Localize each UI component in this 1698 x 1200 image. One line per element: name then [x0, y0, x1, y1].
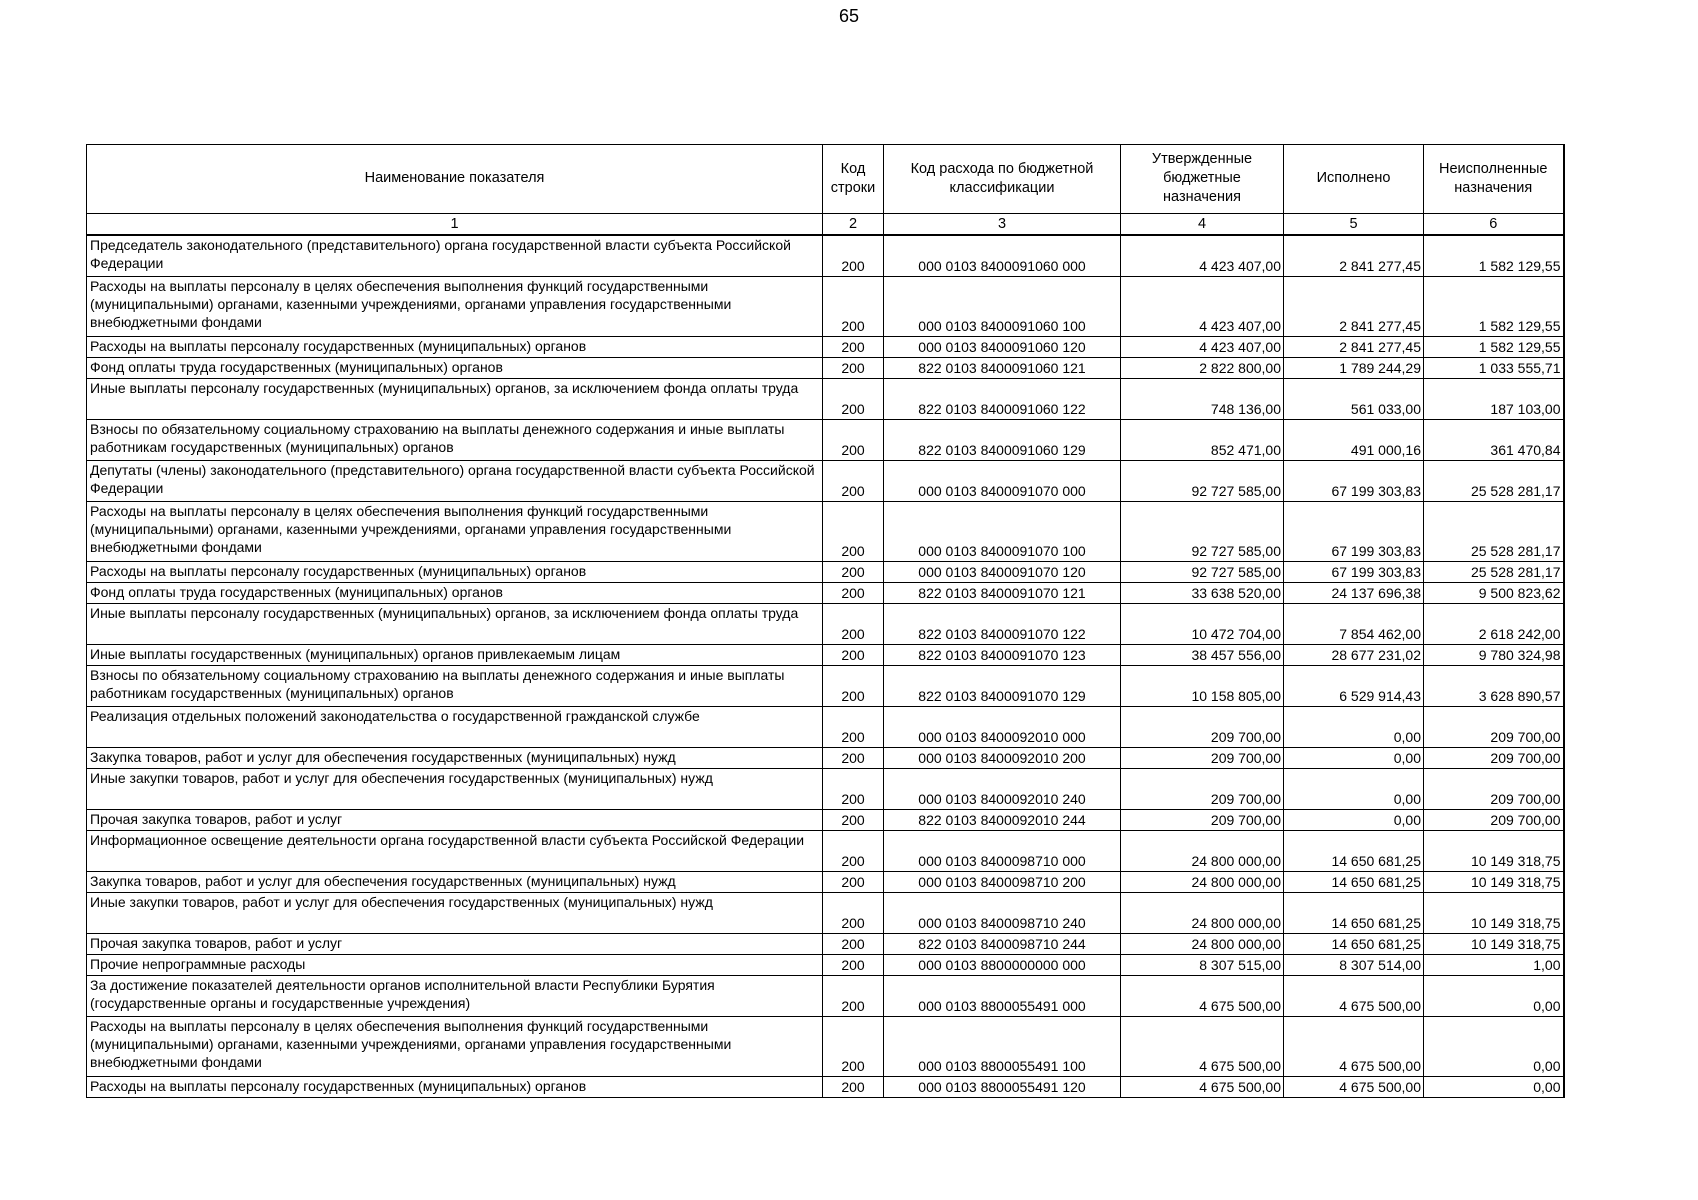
table-row	[87, 893, 1564, 934]
row-approved-cell: 8 307 515,00	[1121, 955, 1284, 976]
row-line-code-cell: 200	[823, 831, 884, 872]
row-name-cell: Прочая закупка товаров, работ и услуг	[87, 934, 823, 955]
row-unexecuted-cell: 1 582 129,55	[1424, 235, 1564, 277]
table-row	[87, 420, 1564, 461]
row-name-cell: Расходы на выплаты персоналу государственных (муниципальных) органов	[87, 562, 823, 583]
row-approved-cell: 92 727 585,00	[1121, 562, 1284, 583]
row-line-code-cell: 200	[823, 1077, 884, 1098]
row-unexecuted-cell: 0,00	[1424, 1077, 1564, 1098]
row-budget-code-cell: 000 0103 8800055491 000	[884, 976, 1121, 1017]
table-row	[87, 461, 1564, 502]
row-line-code-cell: 200	[823, 235, 884, 277]
table-row	[87, 666, 1564, 707]
row-unexecuted-cell: 1 033 555,71	[1424, 358, 1564, 379]
row-budget-code-cell: 000 0103 8800000000 000	[884, 955, 1121, 976]
row-unexecuted-cell: 25 528 281,17	[1424, 461, 1564, 502]
row-line-code-cell: 200	[823, 769, 884, 810]
table-row	[87, 379, 1564, 420]
row-budget-code-cell: 000 0103 8800055491 100	[884, 1017, 1121, 1077]
row-line-code-cell: 200	[823, 934, 884, 955]
row-executed-cell: 28 677 231,02	[1284, 645, 1424, 666]
table-row	[87, 1077, 1564, 1098]
row-approved-cell: 24 800 000,00	[1121, 893, 1284, 934]
row-executed-cell: 67 199 303,83	[1284, 502, 1424, 562]
row-executed-cell: 4 675 500,00	[1284, 1077, 1424, 1098]
row-unexecuted-cell: 209 700,00	[1424, 810, 1564, 831]
table-row	[87, 562, 1564, 583]
row-line-code-cell: 200	[823, 562, 884, 583]
row-approved-cell: 209 700,00	[1121, 769, 1284, 810]
row-budget-code-cell: 822 0103 8400092010 244	[884, 810, 1121, 831]
row-executed-cell: 67 199 303,83	[1284, 562, 1424, 583]
row-budget-code-cell: 822 0103 8400091060 121	[884, 358, 1121, 379]
row-line-code-cell: 200	[823, 707, 884, 748]
column-number: 4	[1121, 214, 1284, 236]
row-executed-cell: 491 000,16	[1284, 420, 1424, 461]
row-approved-cell: 38 457 556,00	[1121, 645, 1284, 666]
row-budget-code-cell: 000 0103 8800055491 120	[884, 1077, 1121, 1098]
row-line-code-cell: 200	[823, 583, 884, 604]
table-row	[87, 358, 1564, 379]
row-executed-cell: 14 650 681,25	[1284, 872, 1424, 893]
row-unexecuted-cell: 1 582 129,55	[1424, 277, 1564, 337]
row-executed-cell: 0,00	[1284, 748, 1424, 769]
row-approved-cell: 852 471,00	[1121, 420, 1284, 461]
row-name-cell: Иные закупки товаров, работ и услуг для обеспечения государственных (муниципальных) нужд	[87, 893, 823, 934]
table-row	[87, 831, 1564, 872]
row-line-code-cell: 200	[823, 645, 884, 666]
row-executed-cell: 8 307 514,00	[1284, 955, 1424, 976]
table-row	[87, 337, 1564, 358]
row-executed-cell: 14 650 681,25	[1284, 934, 1424, 955]
row-executed-cell: 14 650 681,25	[1284, 893, 1424, 934]
row-budget-code-cell: 822 0103 8400091070 122	[884, 604, 1121, 645]
table-row	[87, 277, 1564, 337]
row-executed-cell: 0,00	[1284, 769, 1424, 810]
row-unexecuted-cell: 209 700,00	[1424, 707, 1564, 748]
row-executed-cell: 4 675 500,00	[1284, 1017, 1424, 1077]
row-approved-cell: 748 136,00	[1121, 379, 1284, 420]
row-executed-cell: 2 841 277,45	[1284, 337, 1424, 358]
header-approved: Утвержденные бюджетные назначения	[1121, 145, 1284, 214]
table-row	[87, 955, 1564, 976]
row-name-cell: Закупка товаров, работ и услуг для обеспечения государственных (муниципальных) нужд	[87, 872, 823, 893]
row-name-cell: Закупка товаров, работ и услуг для обеспечения государственных (муниципальных) нужд	[87, 748, 823, 769]
row-line-code-cell: 200	[823, 379, 884, 420]
row-name-cell: Расходы на выплаты персоналу в целях обеспечения выполнения функций государственными (муниципальными) органами, казенными учреждениями, органами управления государственными внебюджетными фондами	[87, 1017, 823, 1077]
row-budget-code-cell: 000 0103 8400091070 100	[884, 502, 1121, 562]
row-name-cell: Расходы на выплаты персоналу государственных (муниципальных) органов	[87, 1077, 823, 1098]
table-row	[87, 235, 1564, 277]
row-name-cell: Реализация отдельных положений законодательства о государственной гражданской службе	[87, 707, 823, 748]
row-line-code-cell: 200	[823, 810, 884, 831]
row-approved-cell: 4 675 500,00	[1121, 976, 1284, 1017]
row-unexecuted-cell: 0,00	[1424, 1017, 1564, 1077]
table-row	[87, 810, 1564, 831]
row-unexecuted-cell: 9 780 324,98	[1424, 645, 1564, 666]
row-approved-cell: 33 638 520,00	[1121, 583, 1284, 604]
row-budget-code-cell: 822 0103 8400098710 244	[884, 934, 1121, 955]
row-budget-code-cell: 000 0103 8400098710 000	[884, 831, 1121, 872]
header-budget-code: Код расхода по бюджетной классификации	[884, 145, 1121, 214]
row-executed-cell: 6 529 914,43	[1284, 666, 1424, 707]
row-unexecuted-cell: 3 628 890,57	[1424, 666, 1564, 707]
row-line-code-cell: 200	[823, 420, 884, 461]
row-budget-code-cell: 822 0103 8400091070 123	[884, 645, 1121, 666]
row-budget-code-cell: 822 0103 8400091060 122	[884, 379, 1121, 420]
row-approved-cell: 92 727 585,00	[1121, 461, 1284, 502]
row-unexecuted-cell: 361 470,84	[1424, 420, 1564, 461]
row-name-cell: За достижение показателей деятельности органов исполнительной власти Республики Бурятия (государственные органы и государственные учреждения)	[87, 976, 823, 1017]
row-unexecuted-cell: 1,00	[1424, 955, 1564, 976]
row-executed-cell: 0,00	[1284, 707, 1424, 748]
row-budget-code-cell: 000 0103 8400091060 000	[884, 235, 1121, 277]
row-unexecuted-cell: 10 149 318,75	[1424, 872, 1564, 893]
row-approved-cell: 4 423 407,00	[1121, 277, 1284, 337]
row-executed-cell: 2 841 277,45	[1284, 277, 1424, 337]
row-name-cell: Иные выплаты государственных (муниципальных) органов привлекаемым лицам	[87, 645, 823, 666]
row-name-cell: Прочая закупка товаров, работ и услуг	[87, 810, 823, 831]
row-executed-cell: 2 841 277,45	[1284, 235, 1424, 277]
row-unexecuted-cell: 25 528 281,17	[1424, 562, 1564, 583]
row-executed-cell: 4 675 500,00	[1284, 976, 1424, 1017]
row-name-cell: Фонд оплаты труда государственных (муниципальных) органов	[87, 583, 823, 604]
row-name-cell: Взносы по обязательному социальному страхованию на выплаты денежного содержания и иные выплаты работникам государственных (муниципальных) органов	[87, 420, 823, 461]
table-row	[87, 748, 1564, 769]
column-number: 6	[1424, 214, 1564, 236]
row-budget-code-cell: 000 0103 8400091060 120	[884, 337, 1121, 358]
row-name-cell: Расходы на выплаты персоналу в целях обеспечения выполнения функций государственными (муниципальными) органами, казенными учреждениями, органами управления государственными внебюджетными фондами	[87, 502, 823, 562]
row-line-code-cell: 200	[823, 955, 884, 976]
row-line-code-cell: 200	[823, 872, 884, 893]
row-executed-cell: 67 199 303,83	[1284, 461, 1424, 502]
row-line-code-cell: 200	[823, 976, 884, 1017]
row-name-cell: Фонд оплаты труда государственных (муниципальных) органов	[87, 358, 823, 379]
row-budget-code-cell: 000 0103 8400098710 240	[884, 893, 1121, 934]
row-line-code-cell: 200	[823, 893, 884, 934]
row-name-cell: Иные выплаты персоналу государственных (муниципальных) органов, за исключением фонда оплаты труда	[87, 379, 823, 420]
row-budget-code-cell: 000 0103 8400092010 000	[884, 707, 1121, 748]
header-row	[87, 145, 1564, 214]
row-name-cell: Председатель законодательного (представительного) органа государственной власти субъекта Российской Федерации	[87, 235, 823, 277]
row-unexecuted-cell: 1 582 129,55	[1424, 337, 1564, 358]
row-approved-cell: 209 700,00	[1121, 707, 1284, 748]
column-number: 2	[823, 214, 884, 236]
table-row	[87, 583, 1564, 604]
row-budget-code-cell: 000 0103 8400091070 120	[884, 562, 1121, 583]
row-executed-cell: 0,00	[1284, 810, 1424, 831]
row-approved-cell: 24 800 000,00	[1121, 831, 1284, 872]
row-approved-cell: 4 675 500,00	[1121, 1017, 1284, 1077]
row-line-code-cell: 200	[823, 502, 884, 562]
row-line-code-cell: 200	[823, 337, 884, 358]
row-budget-code-cell: 822 0103 8400091060 129	[884, 420, 1121, 461]
row-line-code-cell: 200	[823, 666, 884, 707]
column-number-row	[87, 214, 1564, 236]
row-unexecuted-cell: 10 149 318,75	[1424, 831, 1564, 872]
row-line-code-cell: 200	[823, 748, 884, 769]
column-number: 1	[87, 214, 823, 236]
row-executed-cell: 1 789 244,29	[1284, 358, 1424, 379]
row-line-code-cell: 200	[823, 1017, 884, 1077]
row-name-cell: Иные закупки товаров, работ и услуг для обеспечения государственных (муниципальных) нужд	[87, 769, 823, 810]
header-name: Наименование показателя	[87, 145, 823, 214]
row-budget-code-cell: 822 0103 8400091070 121	[884, 583, 1121, 604]
row-approved-cell: 4 423 407,00	[1121, 337, 1284, 358]
row-budget-code-cell: 000 0103 8400092010 200	[884, 748, 1121, 769]
row-approved-cell: 209 700,00	[1121, 748, 1284, 769]
row-line-code-cell: 200	[823, 604, 884, 645]
row-name-cell: Информационное освещение деятельности органа государственной власти субъекта Российской Федерации	[87, 831, 823, 872]
row-approved-cell: 24 800 000,00	[1121, 872, 1284, 893]
header-executed: Исполнено	[1284, 145, 1424, 214]
row-unexecuted-cell: 10 149 318,75	[1424, 934, 1564, 955]
row-executed-cell: 14 650 681,25	[1284, 831, 1424, 872]
table-row	[87, 976, 1564, 1017]
table-row	[87, 707, 1564, 748]
row-budget-code-cell: 000 0103 8400092010 240	[884, 769, 1121, 810]
row-approved-cell: 2 822 800,00	[1121, 358, 1284, 379]
row-approved-cell: 10 472 704,00	[1121, 604, 1284, 645]
row-approved-cell: 92 727 585,00	[1121, 502, 1284, 562]
table-row	[87, 645, 1564, 666]
table-row	[87, 1017, 1564, 1077]
row-approved-cell: 4 675 500,00	[1121, 1077, 1284, 1098]
budget-execution-table	[86, 144, 1565, 1098]
row-name-cell: Прочие непрограммные расходы	[87, 955, 823, 976]
table-row	[87, 502, 1564, 562]
row-executed-cell: 7 854 462,00	[1284, 604, 1424, 645]
row-unexecuted-cell: 25 528 281,17	[1424, 502, 1564, 562]
row-budget-code-cell: 822 0103 8400091070 129	[884, 666, 1121, 707]
row-unexecuted-cell: 187 103,00	[1424, 379, 1564, 420]
row-executed-cell: 561 033,00	[1284, 379, 1424, 420]
row-unexecuted-cell: 2 618 242,00	[1424, 604, 1564, 645]
row-unexecuted-cell: 209 700,00	[1424, 748, 1564, 769]
row-name-cell: Расходы на выплаты персоналу государственных (муниципальных) органов	[87, 337, 823, 358]
row-unexecuted-cell: 0,00	[1424, 976, 1564, 1017]
table-row	[87, 769, 1564, 810]
row-line-code-cell: 200	[823, 461, 884, 502]
row-budget-code-cell: 000 0103 8400091070 000	[884, 461, 1121, 502]
row-approved-cell: 24 800 000,00	[1121, 934, 1284, 955]
row-name-cell: Депутаты (члены) законодательного (представительного) органа государственной власти субъекта Российской Федерации	[87, 461, 823, 502]
row-line-code-cell: 200	[823, 277, 884, 337]
table-row	[87, 604, 1564, 645]
header-unexecuted: Неисполненные назначения	[1424, 145, 1564, 214]
row-line-code-cell: 200	[823, 358, 884, 379]
page-number: 65	[838, 6, 860, 26]
table-row	[87, 872, 1564, 893]
row-budget-code-cell: 000 0103 8400091060 100	[884, 277, 1121, 337]
row-name-cell: Расходы на выплаты персоналу в целях обеспечения выполнения функций государственными (муниципальными) органами, казенными учреждениями, органами управления государственными внебюджетными фондами	[87, 277, 823, 337]
row-approved-cell: 10 158 805,00	[1121, 666, 1284, 707]
column-number: 5	[1284, 214, 1424, 236]
header-line-code: Код строки	[823, 145, 884, 214]
row-executed-cell: 24 137 696,38	[1284, 583, 1424, 604]
row-approved-cell: 209 700,00	[1121, 810, 1284, 831]
row-unexecuted-cell: 209 700,00	[1424, 769, 1564, 810]
row-approved-cell: 4 423 407,00	[1121, 235, 1284, 277]
table-row	[87, 934, 1564, 955]
row-name-cell: Иные выплаты персоналу государственных (муниципальных) органов, за исключением фонда оплаты труда	[87, 604, 823, 645]
row-name-cell: Взносы по обязательному социальному страхованию на выплаты денежного содержания и иные выплаты работникам государственных (муниципальных) органов	[87, 666, 823, 707]
row-unexecuted-cell: 10 149 318,75	[1424, 893, 1564, 934]
row-unexecuted-cell: 9 500 823,62	[1424, 583, 1564, 604]
column-number: 3	[884, 214, 1121, 236]
row-budget-code-cell: 000 0103 8400098710 200	[884, 872, 1121, 893]
